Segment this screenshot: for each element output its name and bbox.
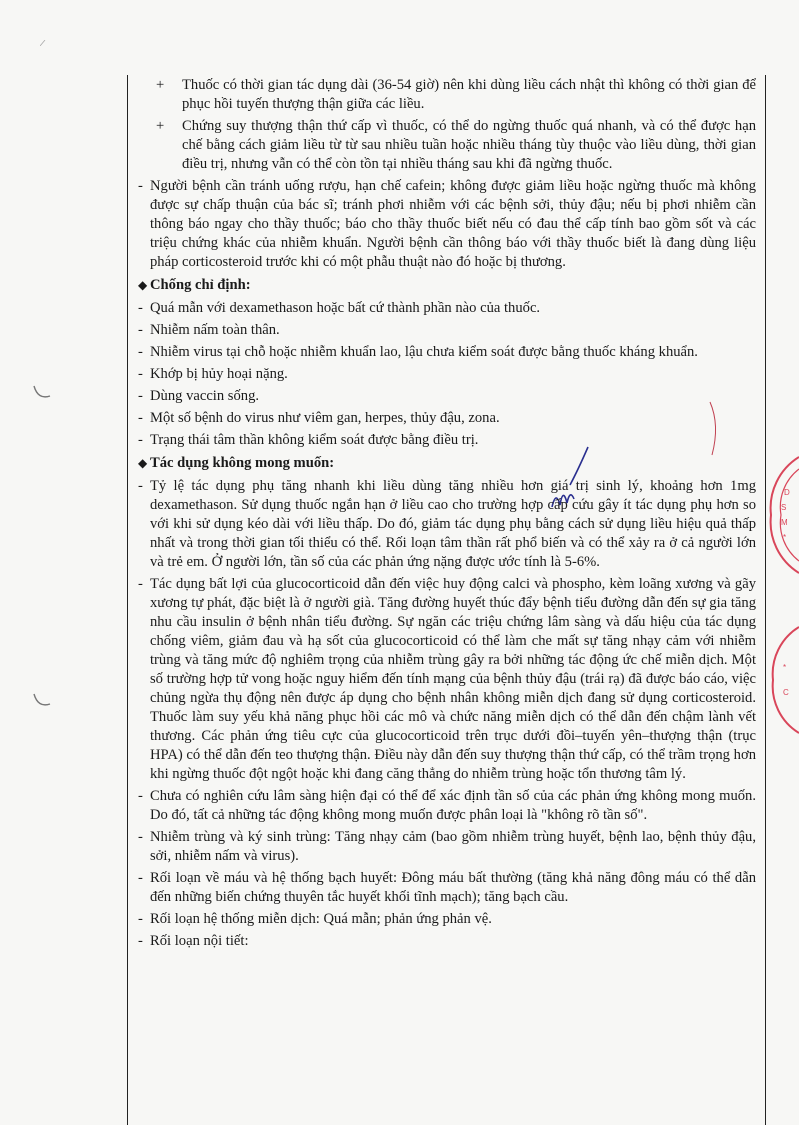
item-text: Nhiễm virus tại chỗ hoặc nhiễm khuẩn lao, lậu chưa kiểm soát được bằng thuốc kháng khuẩn. (150, 344, 698, 360)
item-text: Tỷ lệ tác dụng phụ tăng nhanh khi liều dùng tăng nhiều hơn giá trị sinh lý, khoảng hơn 1mg dexamethason. Sử dụng thuốc ngắn hạn ở liều cao cho trường hợp cấp cứu gây ít tác dụng phụ hơn so với khi sử dụng kéo dài với liều thấp. Do đó, giảm tác dụng phụ bằng cách sử dụng liều hiệu quả thấp nhất và trong thời gian tối thiểu có thể. Rối loạn tâm thần rất phổ biến và có thể xảy ra ở cả người lớn và trẻ em. Ở người lớn, tần số của các phản ứng nặng được ước tính là 5-6%. (150, 478, 756, 570)
item-text: Khớp bị hủy hoại nặng. (150, 366, 288, 382)
contraindication-item (138, 387, 756, 406)
dash-marker: - (138, 829, 143, 845)
dash-marker: - (138, 300, 143, 316)
svg-text:C: C (783, 688, 789, 697)
adverse-effect-item (138, 910, 756, 929)
svg-text:D: D (784, 488, 790, 497)
dash-marker: - (138, 366, 143, 382)
red-stamp-seal (759, 455, 799, 575)
dash-marker: - (138, 388, 143, 404)
item-text: Người bệnh cần tránh uống rượu, hạn chế cafein; không được giảm liều hoặc ngừng thuốc mà không được sự chấp thuận của bác sĩ; tránh phơi nhiễm với các bệnh sởi, thủy đậu; nếu bị phơi nhiễm cần thông báo ngay cho thầy thuốc; báo cho thầy thuốc biết nếu có đau thể cấp tính bao gồm sốt và các triệu chứng khác của nhiễm khuẩn. Người bệnh cần thông báo với thầy thuốc biết là đang dùng liệu pháp corticosteroid trước khi có một phẫu thuật nào đó hoặc bị thương. (150, 178, 756, 270)
item-text: Quá mẫn với dexamethason hoặc bất cứ thành phần nào của thuốc. (150, 300, 541, 316)
adverse-effect-item (138, 787, 756, 825)
svg-text:S: S (781, 503, 787, 512)
dash-marker: - (138, 410, 143, 426)
dash-marker: - (138, 788, 143, 804)
svg-text:*: * (783, 663, 787, 672)
contraindication-item (138, 343, 756, 362)
dash-marker: - (138, 344, 143, 360)
item-text: Rối loạn hệ thống miễn dịch: Quá mẫn; phản ứng phản vệ. (150, 911, 492, 927)
heading-text: Chống chỉ định (150, 277, 246, 293)
item-text: Trạng thái tâm thần không kiểm soát được bằng điều trị. (150, 432, 479, 448)
section-heading-adverse-effects (138, 454, 756, 473)
plus-marker: + (156, 77, 165, 93)
item-text: Thuốc có thời gian tác dụng dài (36-54 giờ) nên khi dùng liều cách nhật thì không có thời gian để phục hồi tuyến thượng thận giữa các liều. (182, 77, 756, 112)
red-stamp-seal-2 (767, 625, 799, 735)
item-text: Chứng suy thượng thận thứ cấp vì thuốc, có thể do ngừng thuốc quá nhanh, và có thể được hạn chế bằng cách giảm liều từ từ sau nhiều tuần hoặc nhiều tháng tùy thuộc vào liều dùng, thời gian điều trị, nhưng vẫn có thể còn tồn tại nhiều tháng sau khi đã ngừng thuốc. (182, 118, 756, 172)
svg-text:M: M (781, 518, 788, 527)
svg-text:*: * (783, 533, 787, 542)
dash-marker: - (138, 870, 143, 886)
patient-advice-item (138, 177, 756, 272)
adverse-effect-item (138, 828, 756, 866)
plus-marker: + (156, 118, 165, 134)
document-body (138, 76, 756, 954)
dash-marker: - (138, 432, 143, 448)
contraindication-item (138, 365, 756, 384)
contraindication-item (138, 431, 756, 450)
scan-speck (40, 40, 46, 46)
item-text: Rối loạn về máu và hệ thống bạch huyết: Đông máu bất thường (tăng khả năng đông máu có thể dẫn đến những biến chứng thuyên tắc huyết khối tĩnh mạch); tăng bạch cầu. (150, 870, 756, 905)
section-heading-contraindications (138, 276, 756, 295)
adverse-effect-item (138, 477, 756, 572)
dash-marker: - (138, 933, 143, 949)
item-text: Một số bệnh do virus như viêm gan, herpes, thủy đậu, zona. (150, 410, 500, 426)
punch-hole-mark (30, 690, 52, 712)
dash-marker: - (138, 576, 143, 592)
adverse-effect-item (138, 575, 756, 784)
adverse-effect-item (138, 869, 756, 907)
diamond-bullet-icon: ◆ (138, 456, 148, 470)
heading-text: Tác dụng không mong muốn (150, 455, 330, 471)
contraindication-item (138, 299, 756, 318)
plus-list-item (138, 117, 756, 174)
item-text: Chưa có nghiên cứu lâm sàng hiện đại có thể để xác định tần số của các phản ứng không mong muốn. Do đó, tất cả những tác động không mong muốn được phân loại là "không rõ tần số". (150, 788, 756, 823)
diamond-bullet-icon: ◆ (138, 278, 148, 292)
contraindication-item (138, 321, 756, 340)
dash-marker: - (138, 322, 143, 338)
item-text: Nhiễm trùng và ký sinh trùng: Tăng nhạy cảm (bao gồm nhiễm trùng huyết, bệnh lao, bệnh thủy đậu, sởi, nhiễm nấm và virus). (150, 829, 756, 864)
item-text: Nhiễm nấm toàn thân. (150, 322, 280, 338)
dash-marker: - (138, 911, 143, 927)
plus-list-item (138, 76, 756, 114)
item-text: Tác dụng bất lợi của glucocorticoid dẫn đến việc huy động calci và phospho, kèm loãng xương và gãy xương tự phát, đặc biệt là ở người già. Tăng đường huyết thúc đẩy bệnh tiểu đường dẫn đến sự gia tăng nhu cầu insulin ở bệnh nhân tiểu đường. Sự ngăn các triệu chứng lâm sàng và dấu hiệu của tác dụng chống viêm, giảm đau và hạ sốt của glucocorticoid có thể làm che mất sự tăng nhạy cảm với nhiễm trùng và tăng mức độ nghiêm trọng của nhiễm trùng gây ra bởi những tác động ức chế miễn dịch. Một số trường hợp tử vong hoặc nguy hiểm đến tính mạng của bệnh thủy đậu (trái rạ) đã được báo cáo, việc chủng ngừa thụ động nên được áp dụng cho bệnh nhân không miễn dịch đang sử dụng corticosteroid. Thuốc làm suy yếu khả năng phục hồi các mô và chức năng miễn dịch có thể dẫn đến chậm lành vết thương. Các phản ứng tiêu cực của glucocorticoid trên trục dưới đồi–tuyến yên–thượng thận (trục HPA) có thể dẫn đến teo thượng thận. Điều này dẫn đến suy thượng thận thứ cấp, có thể trầm trọng hơn khi ngừng thuốc đột ngột hoặc khi đang căng thẳng do nhiễm trùng hoặc tổn thương tâm lý. (150, 576, 756, 782)
heading-colon: : (329, 455, 335, 471)
item-text: Dùng vaccin sống. (150, 388, 260, 404)
adverse-effect-item (138, 932, 756, 951)
dash-marker: - (138, 478, 143, 494)
dash-marker: - (138, 178, 143, 194)
punch-hole-mark (30, 382, 52, 404)
item-text: Rối loạn nội tiết: (150, 933, 249, 949)
heading-colon: : (245, 277, 251, 293)
contraindication-item (138, 409, 756, 428)
